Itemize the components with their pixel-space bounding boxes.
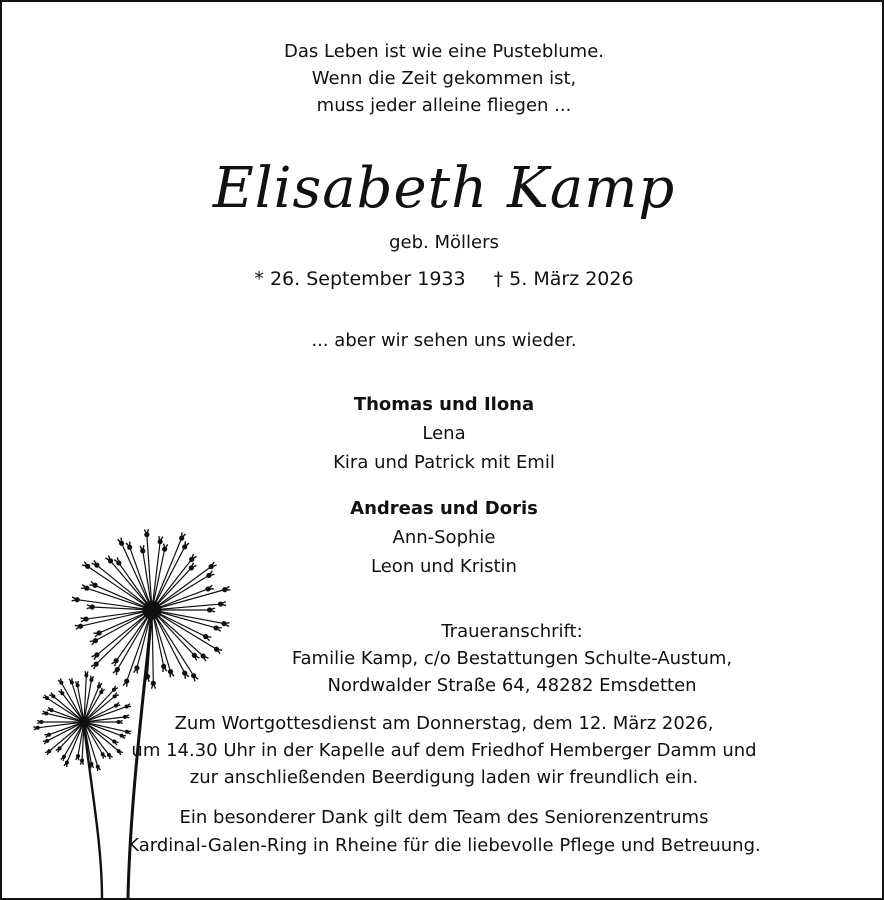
address-line-1: Familie Kamp, c/o Bestattungen Schulte-Austum, <box>291 648 733 669</box>
dandelion-illustration <box>2 502 262 898</box>
deceased-name: Elisabeth Kamp <box>212 156 676 221</box>
poem-line-2: Wenn die Zeit gekommen ist, <box>311 68 577 89</box>
death-date: † 5. März 2026 <box>493 268 634 290</box>
thanks-line-1: Ein besonderer Dank gilt dem Team des Seniorenzentrums <box>179 807 709 828</box>
family-2-member-2: Leon und Kristin <box>371 556 517 577</box>
dandelion-large-icon <box>72 529 231 689</box>
family-1-head: Thomas und Ilona <box>353 394 535 415</box>
birth-date: * 26. September 1933 <box>254 268 466 290</box>
thanks-line-2: Kardinal-Galen-Ring in Rheine für die liebevolle Pflege und Betreuung. <box>127 835 761 856</box>
birth-name: geb. Möllers <box>389 232 499 253</box>
subtitle: ... aber wir sehen uns wieder. <box>311 330 577 351</box>
service-line-1: Zum Wortgottesdienst am Donnerstag, dem 12. März 2026, <box>174 713 714 734</box>
dandelion-small-icon <box>33 671 131 771</box>
family-1-member-2: Kira und Patrick mit Emil <box>333 452 555 473</box>
service-line-3: zur anschließenden Beerdigung laden wir freundlich ein. <box>189 767 699 788</box>
poem <box>2 38 884 119</box>
poem-line-3: muss jeder alleine fliegen ... <box>316 95 572 116</box>
life-dates <box>2 268 884 290</box>
family-1-member-1: Lena <box>422 423 466 444</box>
address-line-2: Nordwalder Straße 64, 48282 Emsdetten <box>327 675 697 696</box>
address-label: Traueranschrift: <box>441 621 583 642</box>
poem-line-1: Das Leben ist wie eine Pusteblume. <box>284 41 604 62</box>
family-2-member-1: Ann-Sophie <box>392 527 496 548</box>
service-line-2: um 14.30 Uhr in der Kapelle auf dem Friedhof Hemberger Damm und <box>131 740 757 761</box>
family-2-head: Andreas und Doris <box>350 498 538 519</box>
